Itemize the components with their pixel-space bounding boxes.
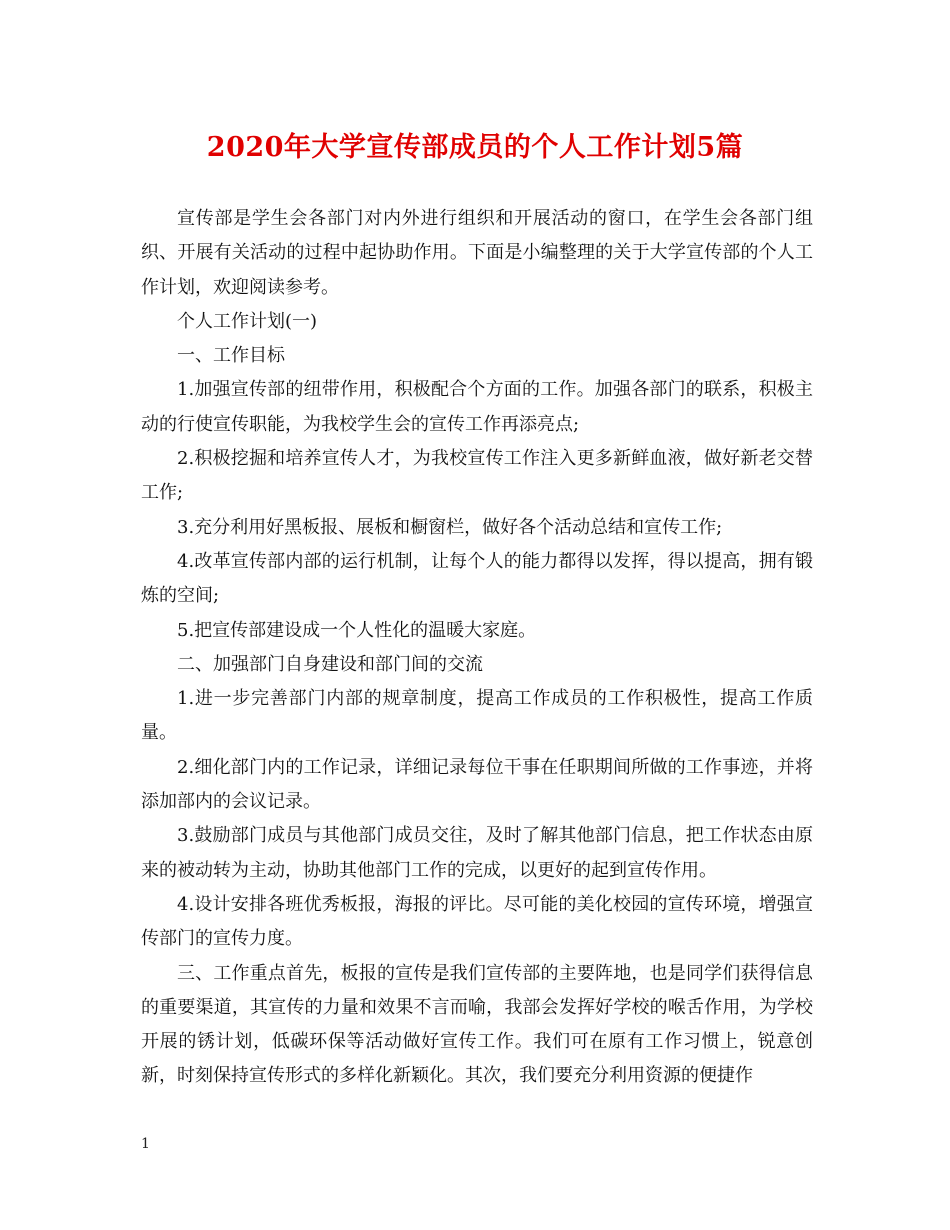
goal-item-3: 3.充分利用好黑板报、展板和橱窗栏，做好各个活动总结和宣传工作; [177, 516, 723, 538]
building-item-4: 4.设计安排各班优秀板报，海报的评比。尽可能的美化校园的宣传环境，增强宣传部门的宣传力度。 [141, 893, 813, 950]
goal-item-4: 4.改革宣传部内部的运行机制，让每个人的能力都得以发挥，得以提高，拥有锻炼的空间; [141, 550, 813, 607]
section-key-work-paragraph: 三、工作重点首先，板报的宣传是我们宣传部的主要阵地，也是同学们获得信息的重要渠道，其宣传的力量和效果不言而喻，我部会发挥好学校的喉舌作用，为学校开展的锈计划，低碳环保等活动做好宣传工作。我们可在原有工作习惯上，锐意创新，时刻保持宣传形式的多样化新颖化。其次，我们要充分利用资源的便捷作 [141, 962, 813, 1087]
building-item-3: 3.鼓励部门成员与其他部门成员交往，及时了解其他部门信息，把工作状态由原来的被动转为主动，协助其他部门工作的完成，以更好的起到宣传作用。 [141, 825, 813, 881]
section-heading-goals: 一、工作目标 [177, 345, 285, 367]
goal-item-1: 1.加强宣传部的纽带作用，积极配合个方面的工作。加强各部门的联系，积极主动的行使宣传职能，为我校学生会的宣传工作再添亮点; [141, 379, 813, 435]
building-item-2: 2.细化部门内的工作记录，详细记录每位干事在任职期间所做的工作事迹，并将添加部内的会议记录。 [141, 756, 813, 813]
intro-paragraph: 宣传部是学生会各部门对内外进行组织和开展活动的窗口，在学生会各部门组织、开展有关活动的过程中起协助作用。下面是小编整理的关于大学宣传部的个人工作计划，欢迎阅读参考。 [141, 208, 813, 298]
goal-item-5: 5.把宣传部建设成一个人性化的温暖大家庭。 [177, 619, 537, 641]
building-item-1: 1.进一步完善部门内部的规章制度，提高工作成员的工作积极性，提高工作质量。 [141, 688, 813, 744]
section-heading-plan-one: 个人工作计划(一) [177, 310, 318, 332]
document-body [141, 202, 813, 1094]
section-heading-department-building: 二、加强部门自身建设和部门间的交流 [177, 653, 483, 675]
page-number: 1 [141, 1136, 150, 1152]
document-title: 2020年大学宣传部成员的个人工作计划5篇 [206, 132, 744, 163]
goal-item-2: 2.积极挖掘和培养宣传人才，为我校宣传工作注入更多新鲜血液，做好新老交替工作; [141, 448, 813, 504]
